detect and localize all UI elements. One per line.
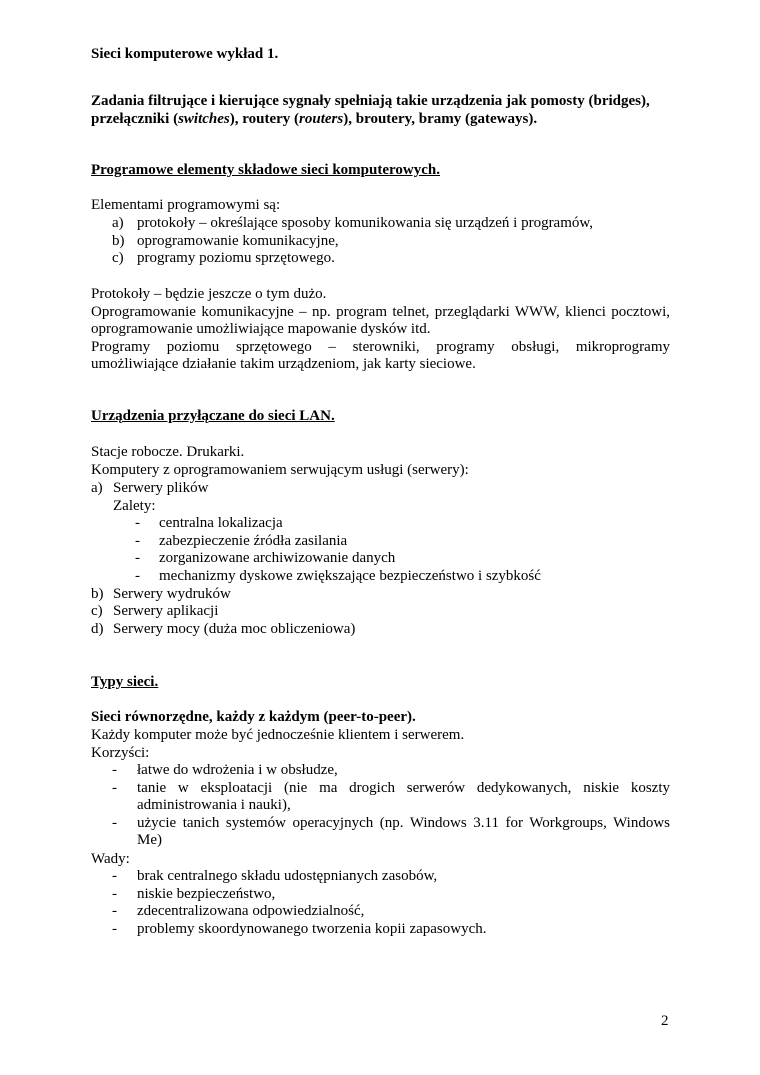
list-item	[91, 480, 670, 498]
section3-line1: Każdy komputer może być jednocześnie klientem i serwerem.	[91, 727, 465, 743]
list-item-text: zorganizowane archiwizowanie danych	[159, 550, 396, 567]
list-item-text: oprogramowanie komunikacyjne,	[137, 232, 339, 249]
list-item-text: Serwery aplikacji	[113, 603, 219, 620]
drawbacks-label: Wady:	[91, 851, 130, 867]
list-item-text: zdecentralizowana odpowiedzialność,	[137, 903, 365, 920]
dash-marker: -	[112, 868, 117, 884]
list-marker: b)	[91, 585, 104, 602]
list-marker: c)	[91, 603, 103, 620]
intro-paragraph	[91, 93, 675, 128]
peer-to-peer-subheading: Sieci równorzędne, każdy z każdym (peer-to-peer).	[91, 709, 416, 725]
list-item-text: Serwery wydruków	[113, 585, 231, 602]
section2-line2: Komputery z oprogramowaniem serwującym usługi (serwery):	[91, 462, 469, 478]
section-heading-software: Programowe elementy składowe sieci komputerowych.	[91, 162, 440, 178]
dash-marker: -	[135, 532, 140, 549]
list-item-text: centralna lokalizacja	[159, 515, 283, 532]
intro-term-routers: routers	[299, 110, 344, 127]
benefits-label: Korzyści:	[91, 745, 150, 761]
page-number: 2	[661, 1013, 669, 1029]
section2-line1: Stacje robocze. Drukarki.	[91, 444, 245, 460]
list-item	[91, 603, 670, 621]
intro-term-switches: switches	[178, 110, 230, 127]
list-marker: a)	[91, 480, 103, 496]
list-item-text: mechanizmy dyskowe zwiększające bezpieczeństwo i szybkość	[159, 567, 541, 584]
list-marker: a)	[112, 215, 124, 231]
dash-marker: -	[112, 903, 117, 920]
dash-marker: -	[112, 779, 117, 796]
software-elements-list	[112, 215, 672, 268]
servers-list	[91, 480, 670, 638]
list-item	[112, 233, 672, 251]
list-item	[112, 903, 670, 921]
advantages-list	[91, 515, 670, 585]
paragraph-hardware-programs: Programy poziomu sprzętowego – sterowniki, programy obsługi, mikroprogramy umożliwiające działanie takim urządzeniom, jak karty sieciowe.	[91, 338, 670, 373]
list-item	[112, 215, 672, 233]
list-item	[91, 586, 670, 604]
intro-text-5: ), broutery, bramy (gateways).	[343, 110, 538, 127]
list-item-text: niskie bezpieczeństwo,	[137, 885, 276, 902]
list-item	[112, 250, 672, 268]
list-item-text: tanie w eksploatacji (nie ma drogich serwerów dedykowanych, niskie koszty administrowania i nauki),	[137, 779, 670, 814]
document-header: Sieci komputerowe wykład 1.	[91, 46, 279, 62]
list-item-text: Serwery plików	[113, 480, 209, 496]
list-item	[135, 533, 670, 551]
list-item	[112, 868, 670, 886]
intro-text-3: ), routery (	[229, 110, 300, 127]
list-item-text: łatwe do wdrożenia i w obsłudze,	[137, 762, 338, 778]
list-marker: b)	[112, 232, 125, 249]
dash-marker: -	[112, 885, 117, 902]
dash-marker: -	[135, 550, 140, 567]
list-item-text: programy poziomu sprzętowego.	[137, 250, 335, 267]
list-item	[135, 515, 670, 533]
benefits-list	[112, 762, 670, 850]
list-item	[135, 568, 670, 586]
dash-marker: -	[112, 920, 117, 937]
list-item	[112, 921, 670, 939]
list-item-text: brak centralnego składu udostępnianych zasobów,	[137, 868, 438, 884]
list-item	[112, 886, 670, 904]
list-item	[112, 762, 670, 780]
section1-lead: Elementami programowymi są:	[91, 197, 281, 213]
dash-marker: -	[112, 814, 117, 831]
list-item-text: problemy skoordynowanego tworzenia kopii zapasowych.	[137, 920, 487, 937]
list-item-text: użycie tanich systemów operacyjnych (np. Windows 3.11 for Workgroups, Windows Me)	[137, 814, 670, 849]
paragraph-protocols: Protokoły – będzie jeszcze o tym dużo.	[91, 286, 327, 302]
section1-body	[91, 286, 670, 374]
list-marker: c)	[112, 250, 124, 267]
advantages-label: Zalety:	[113, 497, 156, 514]
list-item	[91, 621, 670, 639]
dash-marker: -	[135, 515, 140, 532]
list-item	[112, 780, 670, 815]
list-item-text: Serwery mocy (duża moc obliczeniowa)	[113, 620, 356, 637]
dash-marker: -	[112, 762, 117, 778]
list-item-text: protokoły – określające sposoby komunikowania się urządzeń i programów,	[137, 215, 593, 231]
list-item	[112, 815, 670, 850]
section-heading-network-types: Typy sieci.	[91, 674, 159, 690]
list-item-text: zabezpieczenie źródła zasilania	[159, 532, 348, 549]
intro-text-1: Zadania filtrujące i kierujące sygnały spełniają takie urządzenia jak pomosty (bridges), przełączniki (	[91, 93, 650, 127]
drawbacks-list	[112, 868, 670, 938]
dash-marker: -	[135, 567, 140, 584]
list-marker: d)	[91, 620, 104, 637]
paragraph-comm-software: Oprogramowanie komunikacyjne – np. program telnet, przeglądarki WWW, klienci pocztowi, oprogramowanie umożliwiające mapowanie dysków itd.	[91, 303, 670, 338]
list-item	[135, 550, 670, 568]
section-heading-lan-devices: Urządzenia przyłączane do sieci LAN.	[91, 408, 335, 424]
